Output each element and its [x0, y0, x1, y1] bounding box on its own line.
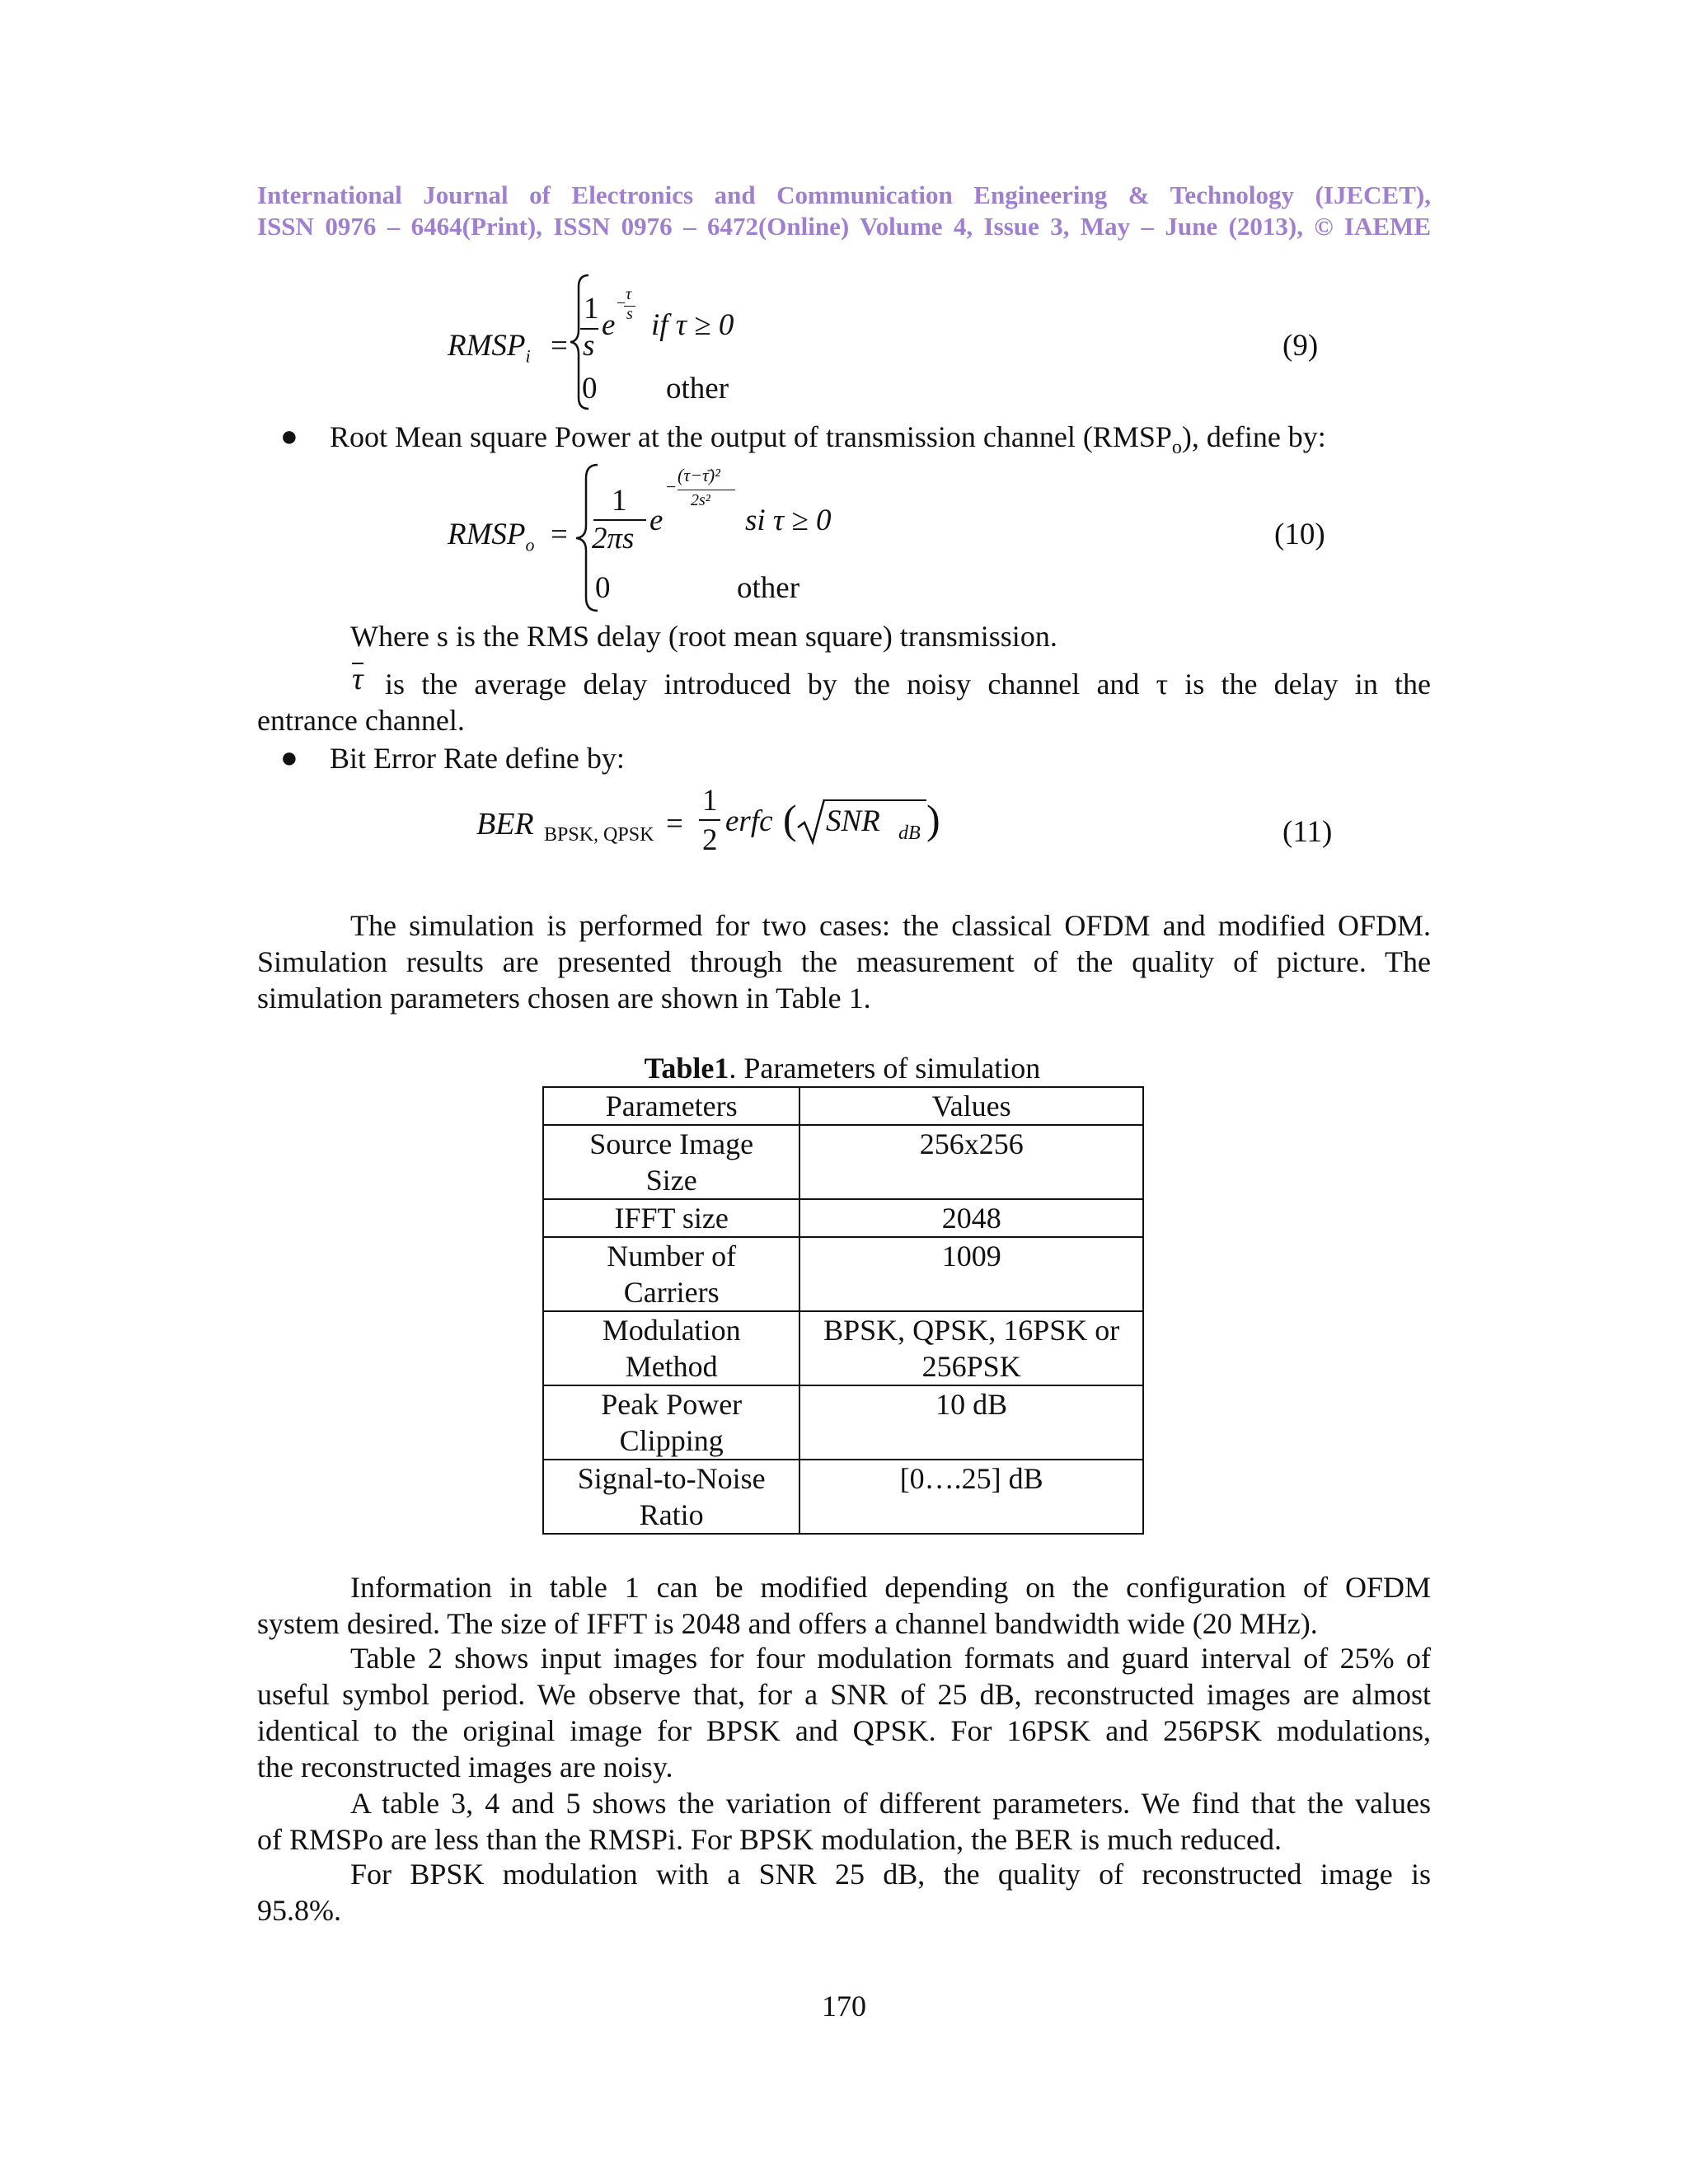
eq9-other: other	[666, 372, 729, 405]
para-simulation: The simulation is performed for two cases: the classical OFDM and modified OFDM. Simulation results are presented through the measurement of the quality of picture. The simulation parameters chosen are shown in Table 1.	[257, 909, 1431, 1015]
bullet-marker-2: ●	[280, 741, 298, 774]
table-cell: Number of Carriers	[543, 1237, 799, 1311]
sqrt-symbol	[796, 798, 826, 846]
header-line-2: ISSN 0976 – 6464(Print), ISSN 0976 – 6472(Online) Volume 4, Issue 3, May – June (2013), © IAEME	[257, 212, 1431, 241]
eq10-exp-num: (τ−τ̄)²	[678, 465, 720, 485]
table-row	[543, 1199, 1143, 1237]
table-cell: 1009	[799, 1237, 1143, 1311]
para-where: Where s is the RMS delay (root mean square) transmission.	[350, 620, 1057, 653]
eq11-lhs: BER	[476, 807, 534, 841]
table-cell: BPSK, QPSK, 16PSK or 256PSK	[799, 1311, 1143, 1385]
para-table2: Table 2 shows input images for four modulation formats and guard interval of 25% of useful symbol period. We observe that, for a SNR of 25 dB, reconstructed images are almost identical to the original image for BPSK and QPSK. For 16PSK and 256PSK modulations, the reconstructed images are noisy.	[257, 1642, 1431, 1783]
table-row	[543, 1311, 1143, 1385]
eq9-number: (9)	[1282, 329, 1319, 363]
eq9-lhs: RMSP	[448, 329, 526, 363]
eq9-zero: 0	[582, 372, 598, 405]
para-info: Information in table 1 can be modified depending on the configuration of OFDM system desired. The size of IFFT is 2048 and offers a channel bandwidth wide (20 MHz).	[257, 1571, 1431, 1640]
table-cell: 2048	[799, 1199, 1143, 1237]
eq9-exp-num: τ	[626, 285, 632, 303]
para-tau-line-1: is the average delay introduced by the noisy channel and τ is the delay in the	[385, 668, 1431, 701]
table-row	[543, 1237, 1143, 1311]
eq10-lhs: RMSP	[448, 518, 526, 551]
eq10-number: (10)	[1274, 518, 1325, 551]
eq9-cond: if τ ≥ 0	[651, 308, 734, 342]
bullet-rmspo: Root Mean square Power at the output of transmission channel $(RMSP_o)$, define by:	[330, 420, 1326, 459]
eq11-den: 2	[702, 823, 718, 857]
eq11-num: 1	[702, 784, 718, 818]
eq10-den: 2πs	[592, 522, 635, 555]
eq10-cond: si τ ≥ 0	[745, 504, 832, 537]
table-cell: Peak Power Clipping	[543, 1385, 799, 1460]
eq10-lhs-sub: o	[525, 534, 535, 555]
para-bpsk: For BPSK modulation with a SNR 25 dB, the quality of reconstructed image is 95.8%.	[257, 1858, 1431, 1927]
eq10-num: 1	[612, 484, 627, 518]
table-cell: Modulation Method	[543, 1311, 799, 1385]
eq9-den: s	[583, 329, 595, 363]
eq9-exp-den: s	[626, 305, 633, 323]
bullet-marker: ●	[280, 419, 298, 452]
eq10-other: other	[737, 571, 800, 605]
table-caption: Table1. Parameters of simulation	[644, 1052, 1041, 1085]
table-cell: [0….25] dB	[799, 1460, 1143, 1534]
header-line-1: International Journal of Electronics and Communication Engineering & Technology (IJECET),	[257, 180, 1431, 209]
eq11-frac-bar	[699, 819, 720, 821]
eq10-zero: 0	[595, 571, 611, 605]
equation-11: BER BPSK, QPSK = 1 2 erfc ( SNR dB ) (11)	[476, 784, 1333, 857]
eq11-number: (11)	[1282, 815, 1333, 849]
eq9-num: 1	[584, 292, 599, 326]
equation-10: $RMSP_o$ = 1 2πs e − (τ−τ̄)² 2s² si τ ≥ 0 0 other (10)	[0, 0, 1688, 626]
table-header-cell: Values	[799, 1087, 1143, 1125]
eq9-e: e	[602, 308, 616, 342]
page-number: 170	[822, 1990, 866, 2022]
table-header-cell: Parameters	[543, 1087, 799, 1125]
eq11-arg: SNR	[826, 804, 880, 838]
table-header-row	[543, 1087, 1143, 1125]
table-row	[543, 1460, 1143, 1534]
eq11-lhs-sub: BPSK, QPSK	[544, 824, 654, 846]
para-table3: A table 3, 4 and 5 shows the variation of different parameters. We find that the values of RMSPo are less than the RMSPi. For BPSK modulation, the BER is much reduced.	[257, 1787, 1431, 1856]
table-row	[543, 1125, 1143, 1199]
para-tau-line-2: entrance channel.	[257, 704, 465, 737]
eq10-exp-den: 2s²	[691, 491, 710, 509]
table-cell: Signal-to-Noise Ratio	[543, 1460, 799, 1534]
table-cell: 256x256	[799, 1125, 1143, 1199]
tau-bar-symbol: τ	[352, 662, 363, 696]
equation-9: $RMSP_i$ = 1 s e τ − s if τ ≥ 0 0 other (9)	[0, 0, 1688, 412]
bullet-ber: Bit Error Rate define by:	[330, 742, 625, 775]
eq11-arg-sub: dB	[898, 823, 921, 844]
parameters-table	[542, 1086, 1144, 1535]
table-cell: 10 dB	[799, 1385, 1143, 1460]
table-cell: IFFT size	[543, 1199, 799, 1237]
table-row	[543, 1385, 1143, 1460]
eq9-lhs-sub: i	[525, 345, 531, 367]
table-cell: Source Image Size	[543, 1125, 799, 1199]
eq11-func: erfc	[725, 804, 773, 838]
eq10-e: e	[649, 504, 663, 537]
